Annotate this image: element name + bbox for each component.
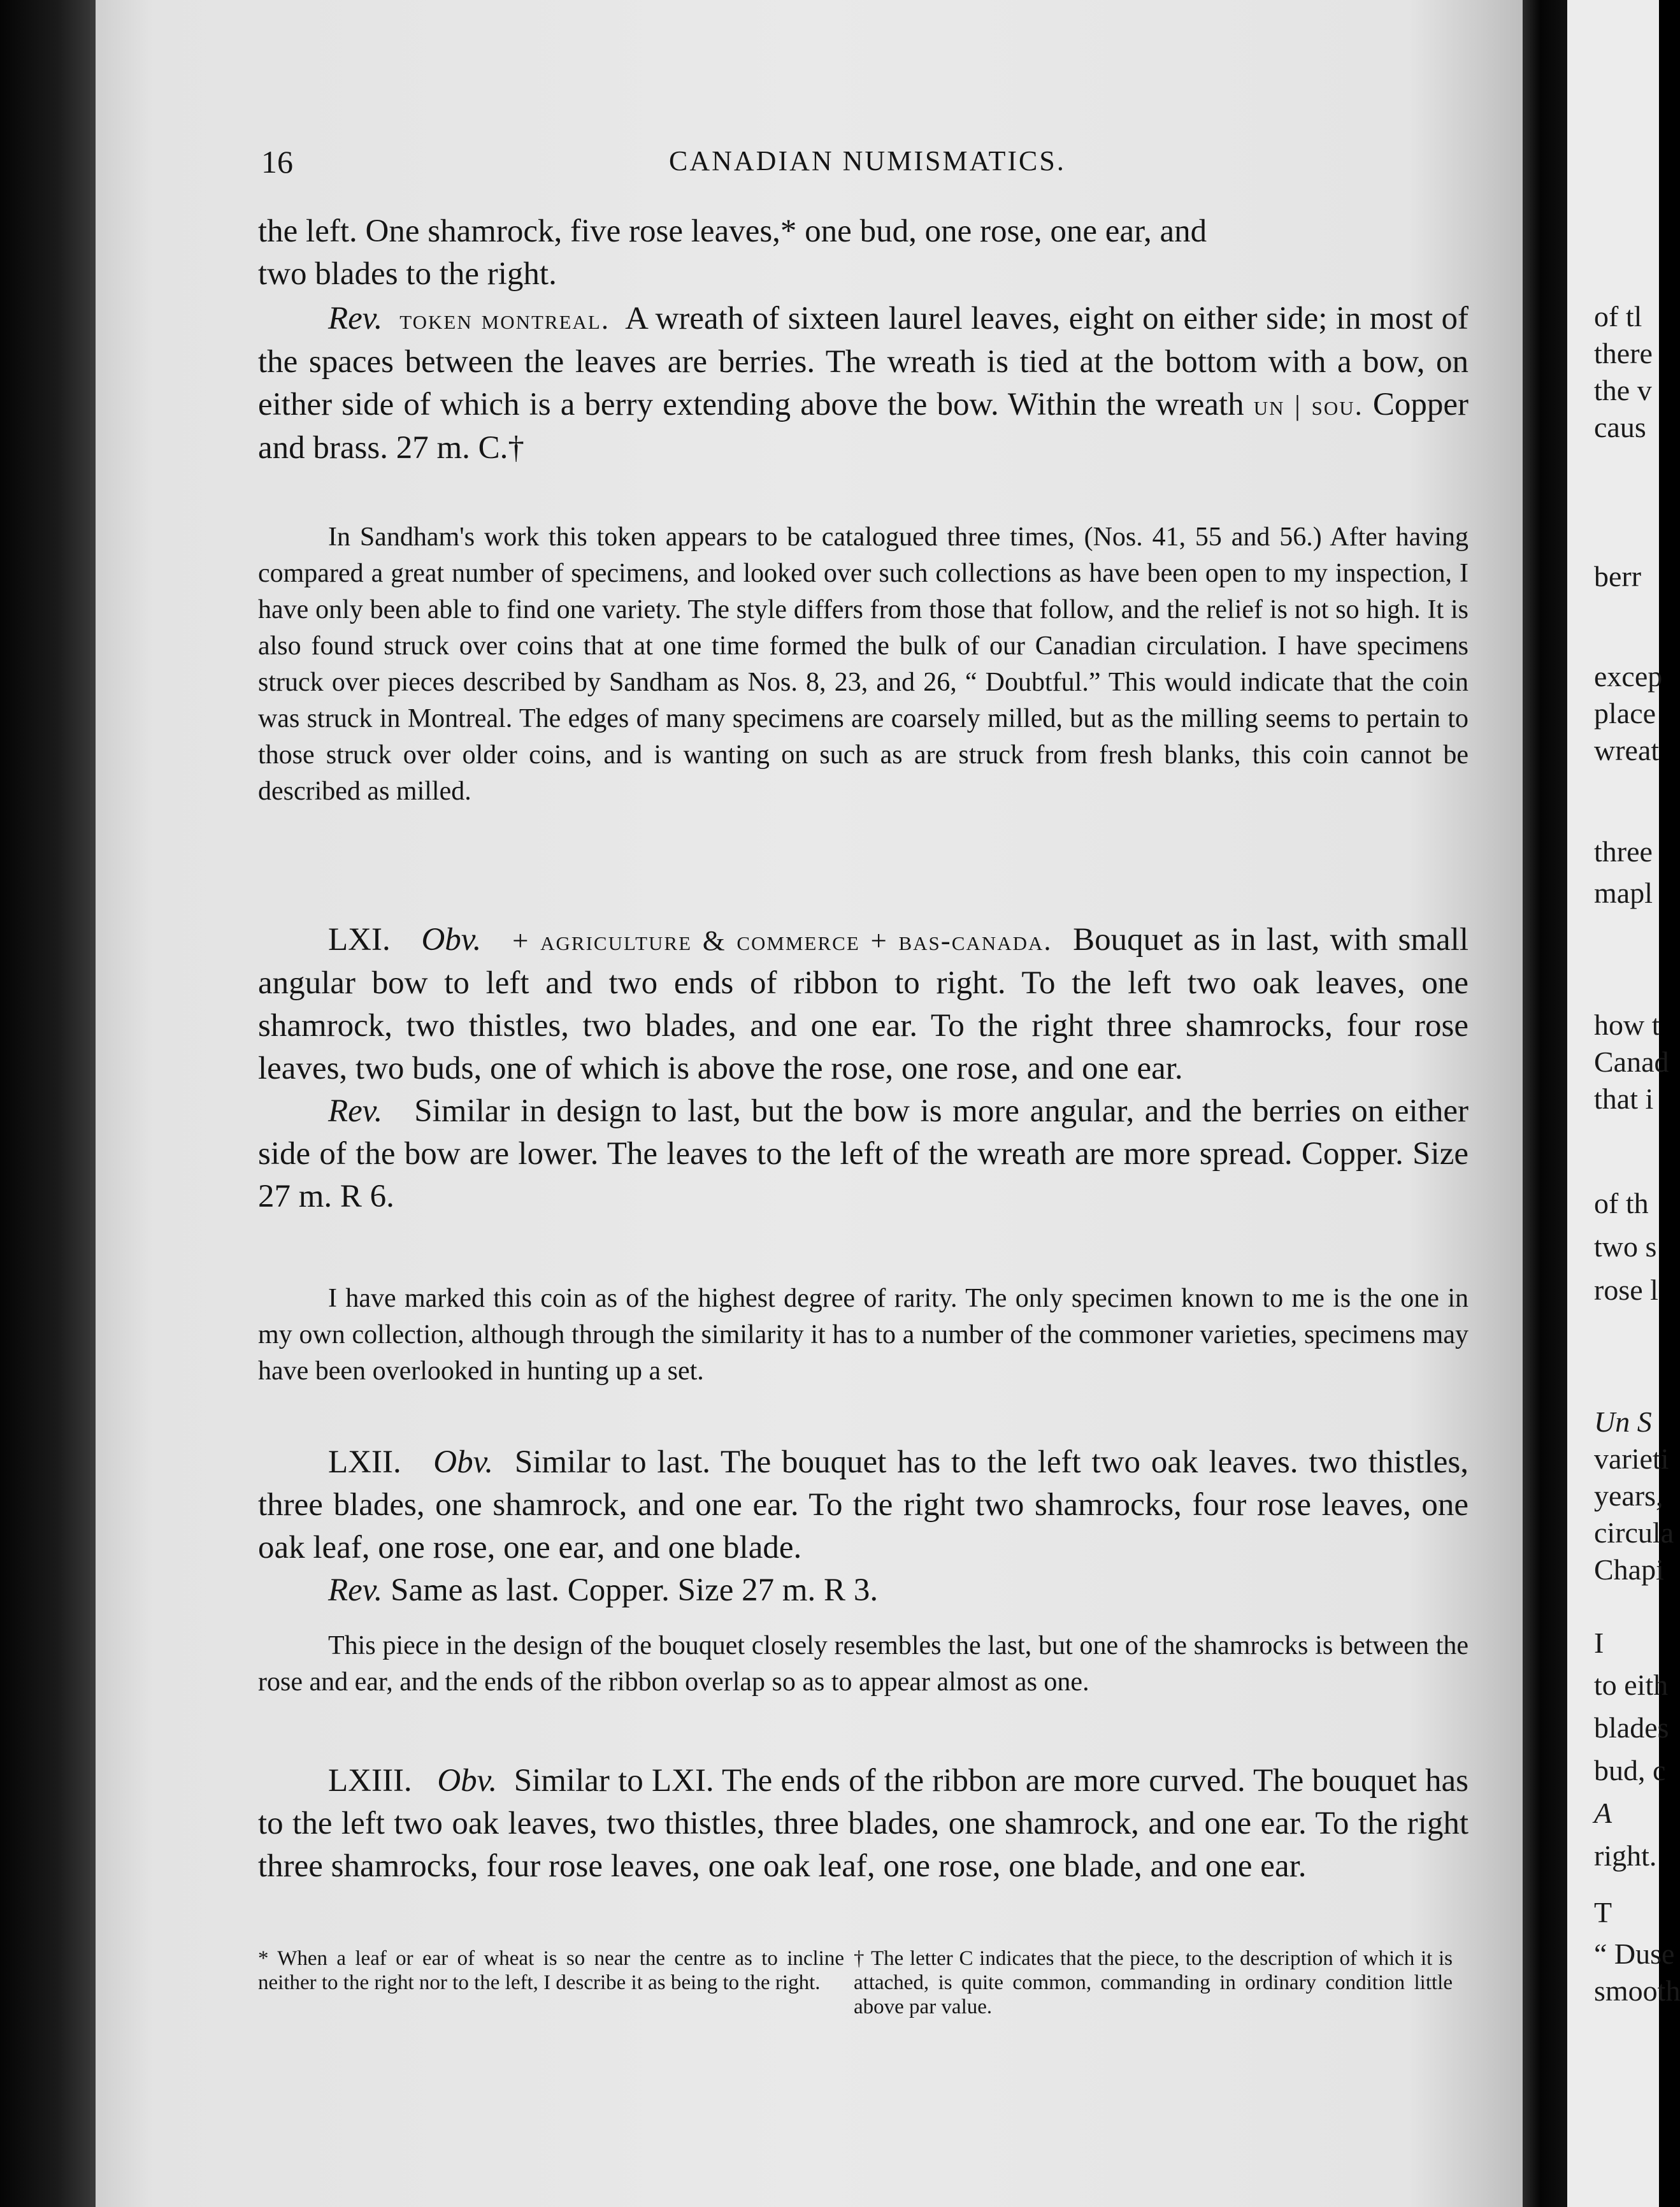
next-page-fragment: there	[1594, 337, 1653, 370]
next-page-fragment: years,	[1594, 1479, 1663, 1512]
next-page-fragment: varieti	[1594, 1442, 1669, 1475]
rev-label: Rev.	[328, 1572, 383, 1608]
left-page-edge	[0, 0, 96, 2207]
footnote-letter-c: † The letter C indicates that the piece, to the description of which it is attached, is quite common, commanding in ordinary condition little above par value.	[854, 1947, 1453, 2018]
next-page-fragment: how t	[1594, 1009, 1660, 1041]
obv-label: Obv.	[433, 1444, 494, 1480]
next-page-fragment: T	[1594, 1896, 1612, 1929]
entry-number: LXI.	[328, 922, 391, 958]
coin-inscription: un | sou.	[1253, 389, 1363, 421]
obv-label: Obv.	[421, 922, 482, 958]
note-bouquet	[258, 1628, 1468, 1700]
description-text: Similar to LXI. The ends of the ribbon are more curved. The bouquet has to the left two oak leaves, two thistles, three blades, one shamrock, and one ear. To the right three shamrocks, four rose leaves, one oak leaf, one rose, one blade, and one ear.	[258, 1763, 1469, 1884]
next-page-fragment: excep	[1594, 660, 1663, 693]
description-text: Similar in design to last, but the bow is more angular, and the berries on either side of the bow are lower. The leaves to the left of the wreath are more spread. Copper. Size 27 m. R 6.	[258, 1093, 1469, 1214]
next-page-fragment: three	[1594, 835, 1653, 868]
paragraph-continuation	[258, 210, 1468, 296]
note-text: This piece in the design of the bouquet closely resembles the last, but one of the shamrocks is between the rose and ear, and the ends of the ribbon overlap so as to appear almost as one.	[258, 1631, 1468, 1697]
next-page-fragment: rose l	[1594, 1274, 1658, 1306]
footnote-leaf: * When a leaf or ear of wheat is so near the centre as to incline neither to the right nor to the left, I describe it as being to the right.	[258, 1947, 844, 1994]
coin-legend: token montreal.	[399, 303, 610, 335]
entry-number: LXIII.	[328, 1763, 412, 1799]
next-page-fragment: smooth	[1594, 1974, 1680, 2007]
description-text: Similar to last. The bouquet has to the left two oak leaves. two thistles, three blades, one shamrock, and one ear. To the right two shamrocks, four rose leaves, one oak leaf, one rose, one ear, and one blade.	[258, 1444, 1468, 1565]
next-page-fragment: bud, c	[1594, 1754, 1666, 1786]
next-page-fragment: circula	[1594, 1516, 1674, 1549]
coin-legend: + agriculture & commerce + bas-canada.	[512, 924, 1052, 956]
next-page-edge	[1567, 0, 1680, 2207]
running-title: CANADIAN NUMISMATICS.	[669, 145, 1066, 176]
next-page-fragment: berr	[1594, 560, 1642, 593]
description-text: Bouquet as in last, with small angular bow to left and two ends of ribbon to right. To the left two oak leaves, one shamrock, two thistles, two blades, and one ear. To the right three shamrocks, four rose leaves, two buds, one of which is above the rose, one rose, and one ear.	[258, 922, 1469, 1086]
next-page-fragment: the v	[1594, 374, 1652, 406]
next-page-fragment: A	[1594, 1797, 1612, 1829]
next-page-fragment: Un S	[1594, 1405, 1652, 1438]
next-page-fragment: Canad	[1594, 1046, 1669, 1078]
obv-label: Obv.	[437, 1763, 498, 1799]
rev-label: Rev.	[328, 1093, 383, 1129]
next-page-fragment: mapl	[1594, 877, 1653, 909]
entry-lxii	[258, 1441, 1468, 1612]
line: the left. One shamrock, five rose leaves,* one bud, one rose, one ear, and	[258, 213, 1207, 249]
description-text: Copper and brass. 27 m. C.†	[258, 387, 1469, 466]
paragraph-reverse	[258, 298, 1468, 470]
next-page-fragment: blades	[1594, 1711, 1669, 1744]
entry-number: LXII.	[328, 1444, 401, 1480]
next-page-fragment: I	[1594, 1627, 1604, 1659]
next-page-fragment: caus	[1594, 411, 1646, 443]
rev-label: Rev.	[328, 301, 383, 336]
next-page-fragment: to eith	[1594, 1669, 1669, 1701]
line: two blades to the right.	[258, 256, 557, 292]
next-page-fragment: place	[1594, 697, 1656, 730]
next-page-fragment: right.	[1594, 1839, 1657, 1872]
note-sandham	[258, 519, 1468, 810]
next-page-fragment: of th	[1594, 1187, 1649, 1219]
next-page-fragment: that i	[1594, 1082, 1654, 1115]
next-page-fragment: two s	[1594, 1230, 1657, 1263]
description-text: A wreath of sixteen laurel leaves, eight on either side; in most of the spaces between the leaves are berries. The wreath is tied at the bottom with a bow, on either side of which is a berry extending above the bow. Within the wreath	[258, 301, 1469, 422]
note-text: In Sandham's work this token appears to be catalogued three times, (Nos. 41, 55 and 56.) After having compared a great number of specimens, and looked over such collections as have been open to my inspection, I have only been able to find one variety. The style differs from those that follow, and the relief is not so high. It is also found struck over coins that at one time formed the bulk of our Canadian circulation. I have specimens struck over pieces described by Sandham as Nos. 8, 23, and 26, “ Doubtful.” This would indicate that the coin was struck in Montreal. The edges of many specimens are coarsely milled, but as the milling seems to pertain to those struck over older coins, and is wanting on such as are struck from fresh blanks, this coin cannot be described as milled.	[258, 522, 1468, 806]
note-text: I have marked this coin as of the highest degree of rarity. The only specimen known to me is the one in my own collection, although through the similarity it has to a number of the commoner varieties, specimens may have been overlooked in hunting up a set.	[258, 1284, 1468, 1386]
book-gutter	[1523, 0, 1567, 2207]
note-rarity	[258, 1281, 1468, 1390]
next-page-fragment: of tl	[1594, 300, 1642, 333]
next-page-fragment: Chapi	[1594, 1553, 1664, 1586]
next-page-fragment: “ Duse	[1594, 1937, 1675, 1970]
page-header	[261, 143, 1465, 188]
page-number: 16	[261, 144, 293, 180]
next-page-fragment: wreat	[1594, 734, 1660, 766]
description-text: Same as last. Copper. Size 27 m. R 3.	[391, 1572, 879, 1608]
entry-lxi	[258, 919, 1468, 1218]
entry-lxiii	[258, 1760, 1468, 1888]
